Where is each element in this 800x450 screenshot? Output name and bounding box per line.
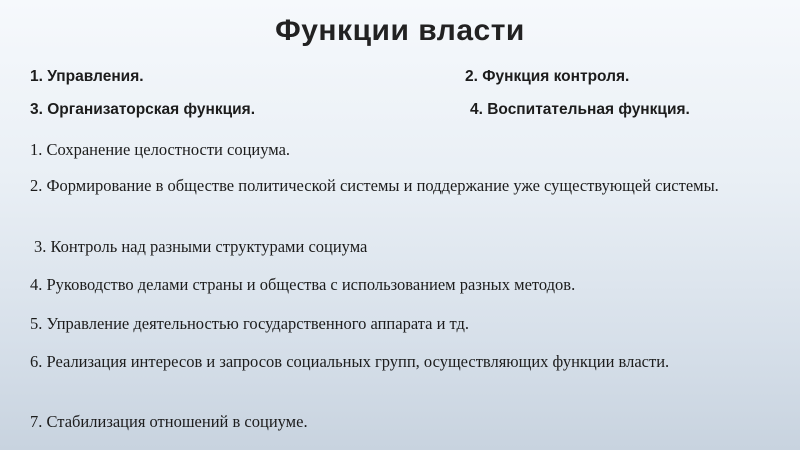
- list-item-1: 1. Сохранение целостности социума.: [30, 140, 291, 159]
- heading-control: 2. Функция контроля.: [465, 68, 630, 85]
- heading-management: 1. Управления.: [30, 68, 144, 85]
- list-item-3: 3. Контроль над разными структурами социума: [34, 237, 368, 256]
- list-item-5: 5. Управление деятельностью государственного аппарата и тд.: [30, 314, 470, 333]
- slide-title: Функции власти: [275, 14, 525, 47]
- heading-row-2: [30, 99, 774, 120]
- list-item-7: 7. Стабилизация отношений в социуме.: [30, 412, 308, 431]
- heading-row-1: [30, 66, 774, 87]
- list-item-2: 2. Формирование в обществе политической системы и поддержание уже существующей системы.: [30, 176, 719, 195]
- heading-organizational: 3. Организаторская функция.: [30, 101, 256, 118]
- heading-educational: 4. Воспитательная функция.: [470, 101, 690, 118]
- list-item-6: 6. Реализация интересов и запросов социальных групп, осуществляющих функции власти.: [30, 352, 670, 371]
- list-item-4: 4. Руководство делами страны и общества с использованием разных методов.: [30, 275, 576, 294]
